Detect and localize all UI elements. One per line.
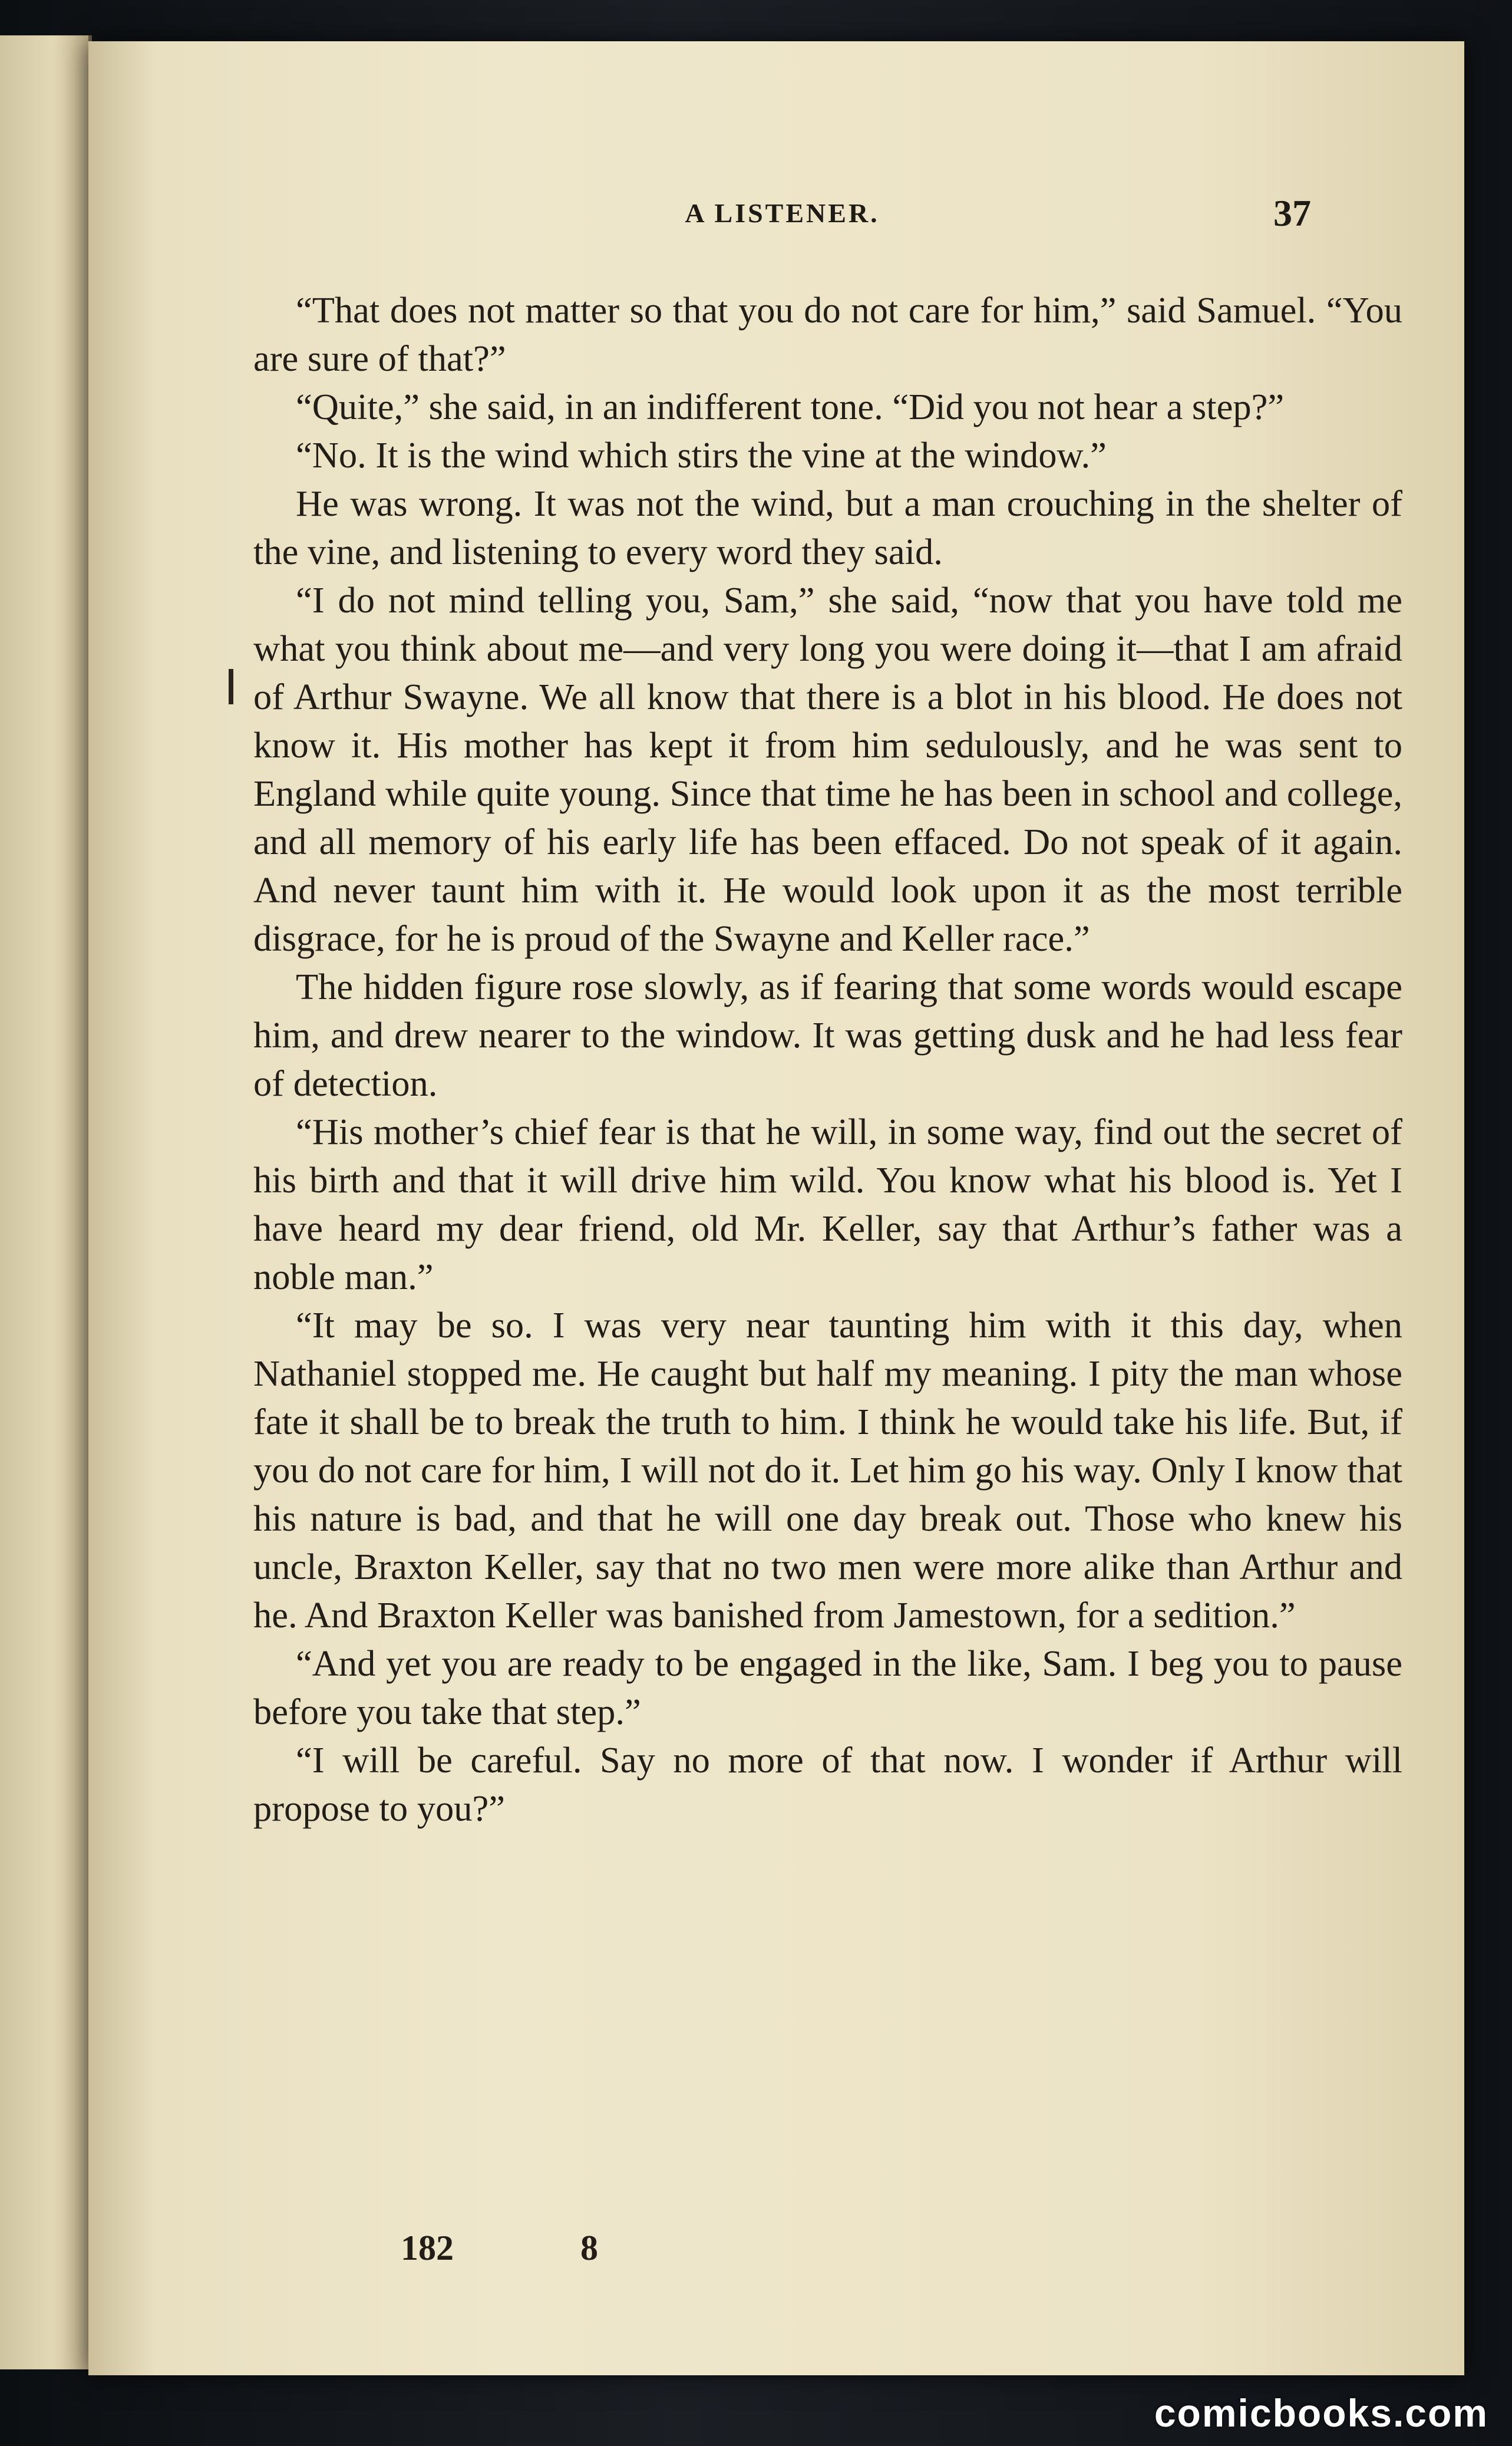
signature-line xyxy=(401,2228,598,2275)
paragraph: “I will be careful. Say no more of that now. I wonder if Arthur will propose to you?” xyxy=(253,1739,1402,1829)
paragraph: The hidden figure rose slowly, as if fearing that some words would escape him, and drew nearer to the window. It was getting dusk and he had less fear of detection. xyxy=(253,966,1402,1104)
paragraph: “Quite,” she said, in an indifferent tone. “Did you not hear a step?” xyxy=(296,386,1285,427)
signature-mark: 8 xyxy=(580,2229,598,2267)
book-page xyxy=(88,41,1464,2375)
paragraph: “His mother’s chief fear is that he will, in some way, find out the secret of his birth and that it will drive him wild. You know what his blood is. Yet I have heard my dear friend, old Mr. Keller, say that Arthur’s father was a noble man.” xyxy=(253,1111,1402,1297)
body-text xyxy=(253,286,1402,1832)
paragraph: He was wrong. It was not the wind, but a man crouching in the shelter of the vine, and listening to every word they said. xyxy=(253,483,1402,572)
paragraph: “That does not matter so that you do not care for him,” said Samuel. “You are sure of that?” xyxy=(253,289,1402,379)
facing-page-edge xyxy=(0,35,92,2369)
running-head: A LISTENER. xyxy=(685,198,880,228)
paragraph: “I do not mind telling you, Sam,” she said, “now that you have told me what you think about me—and very long you were doing it—that I am afraid of Arthur Swayne. We all know that there is a blot in his blood. He does not know it. His mother has kept it from him sedulously, and he was sent to England while quite young. Since that time he has been in school and college, and all memory of his early life has been effaced. Do not speak of it again. And never taunt him with it. He would look upon it as the most terrible disgrace, for he is proud of the Swayne and Keller race.” xyxy=(253,579,1402,959)
paragraph: “It may be so. I was very near taunting him with it this day, when Nathaniel stopped me. He caught but half my meaning. I pity the man whose fate it shall be to break the truth to him. I think he would take his life. But, if you do not care for him, I will not do it. Let him go his way. Only I know that his nature is bad, and that he will one day break out. Those who knew his uncle, Braxton Keller, say that no two men were more alike than Arthur and he. And Braxton Keller was banished from Jamestown, for a sedition.” xyxy=(253,1304,1402,1636)
page-number: 37 xyxy=(1273,192,1311,234)
watermark: comicbooks.com xyxy=(1154,2391,1488,2435)
footer-number: 182 xyxy=(401,2229,454,2267)
margin-pencil-mark xyxy=(229,669,233,704)
page-header xyxy=(253,192,1311,245)
paragraph: “No. It is the wind which stirs the vine at the window.” xyxy=(296,434,1107,476)
paragraph: “And yet you are ready to be engaged in the like, Sam. I beg you to pause before you take that step.” xyxy=(253,1643,1402,1732)
